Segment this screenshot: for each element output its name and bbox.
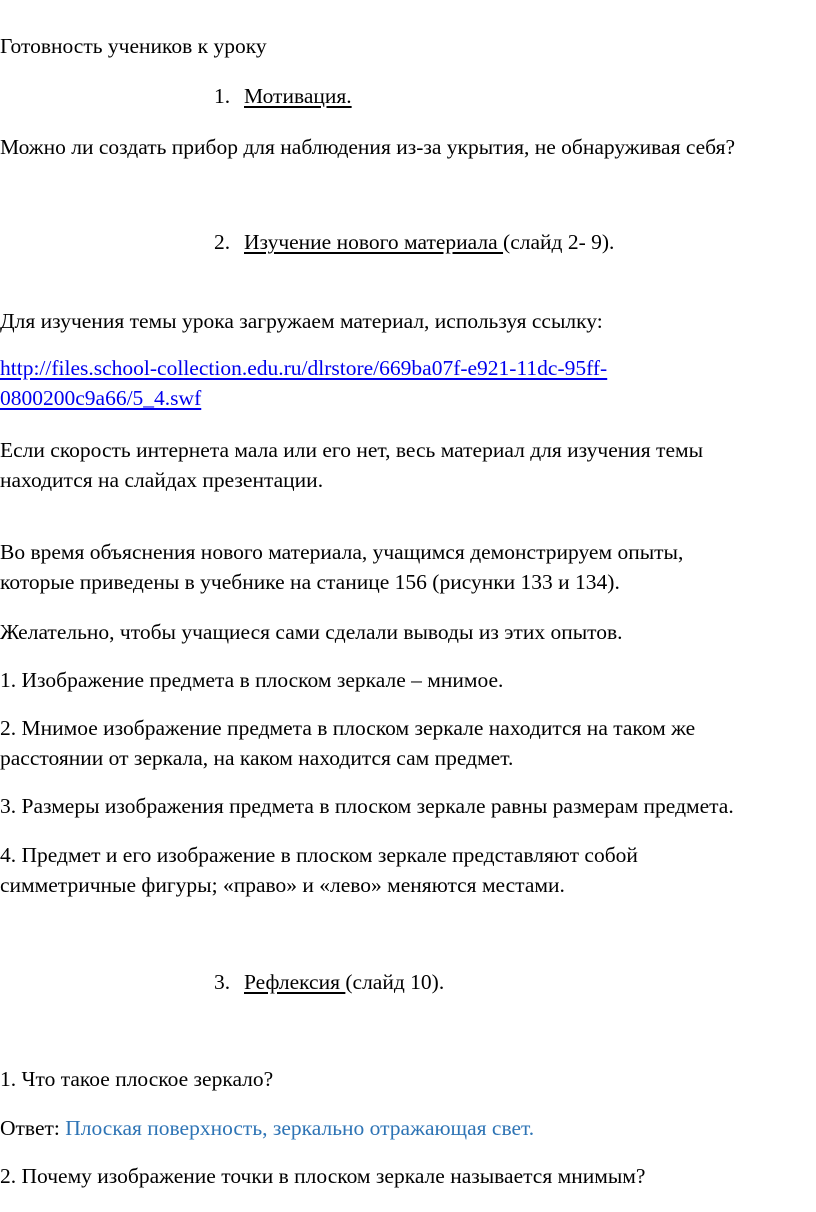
readiness-line: Готовность учеников к уроку: [0, 34, 267, 58]
paragraph-line: симметричные фигуры; «право» и «лево» меняются местами.: [0, 873, 565, 897]
section-number: 3.: [214, 970, 231, 994]
section-heading-motivation: [214, 81, 352, 111]
paragraph-line: Во время объяснения нового материала, учащимся демонстрируем опыты,: [0, 540, 684, 564]
section-heading-reflection: [214, 967, 444, 997]
question-2: 2. Почему изображение точки в плоском зеркале называется мнимым?: [0, 1164, 646, 1188]
paragraph-line: расстоянии от зеркала, на каком находится сам предмет.: [0, 746, 514, 770]
slide-reference: (слайд 2- 9).: [503, 230, 615, 254]
material-link-line-1: http://files.school-collection.edu.ru/dlrstore/669ba07f-e921-11dc-95ff-: [0, 356, 608, 380]
experiments-paragraph: [0, 537, 683, 597]
conclusion-2: [0, 713, 695, 773]
slide-reference: (слайд 10).: [345, 970, 445, 994]
section-title: Рефлексия: [244, 970, 346, 994]
section-number: 2.: [214, 230, 231, 254]
conclusion-4: [0, 840, 638, 900]
paragraph-line: находится на слайдах презентации.: [0, 468, 324, 492]
paragraph-line: Если скорость интернета мала или его нет, весь материал для изучения темы: [0, 438, 704, 462]
conclusion-3: 3. Размеры изображения предмета в плоском зеркале равны размерам предмета.: [0, 794, 734, 818]
answer-1-line: [0, 1113, 534, 1143]
paragraph-line: которые приведены в учебнике на станице 156 (рисунки 133 и 134).: [0, 570, 620, 594]
material-link-line-2: 0800200c9a66/5_4.swf: [0, 386, 202, 410]
section-title: Мотивация.: [244, 84, 352, 108]
conclusion-1: 1. Изображение предмета в плоском зеркале – мнимое.: [0, 668, 504, 692]
motivation-question: Можно ли создать прибор для наблюдения из-за укрытия, не обнаруживая себя?: [0, 135, 736, 159]
material-intro: Для изучения темы урока загружаем материал, используя ссылку:: [0, 309, 603, 333]
question-1: 1. Что такое плоское зеркало?: [0, 1067, 274, 1091]
material-link[interactable]: [0, 353, 607, 413]
paragraph-line: 4. Предмет и его изображение в плоском зеркале представляют собой: [0, 843, 638, 867]
section-title: Изучение нового материала: [244, 230, 504, 254]
section-number: 1.: [214, 84, 231, 108]
paragraph-line: 2. Мнимое изображение предмета в плоском зеркале находится на таком же: [0, 716, 696, 740]
answer-text: Плоская поверхность, зеркально отражающая свет.: [65, 1116, 535, 1140]
answer-label: Ответ:: [0, 1116, 66, 1140]
section-heading-new-material: [214, 227, 614, 257]
slow-internet-paragraph: [0, 435, 703, 495]
conclusions-intro: Желательно, чтобы учащиеся сами сделали выводы из этих опытов.: [0, 620, 623, 644]
